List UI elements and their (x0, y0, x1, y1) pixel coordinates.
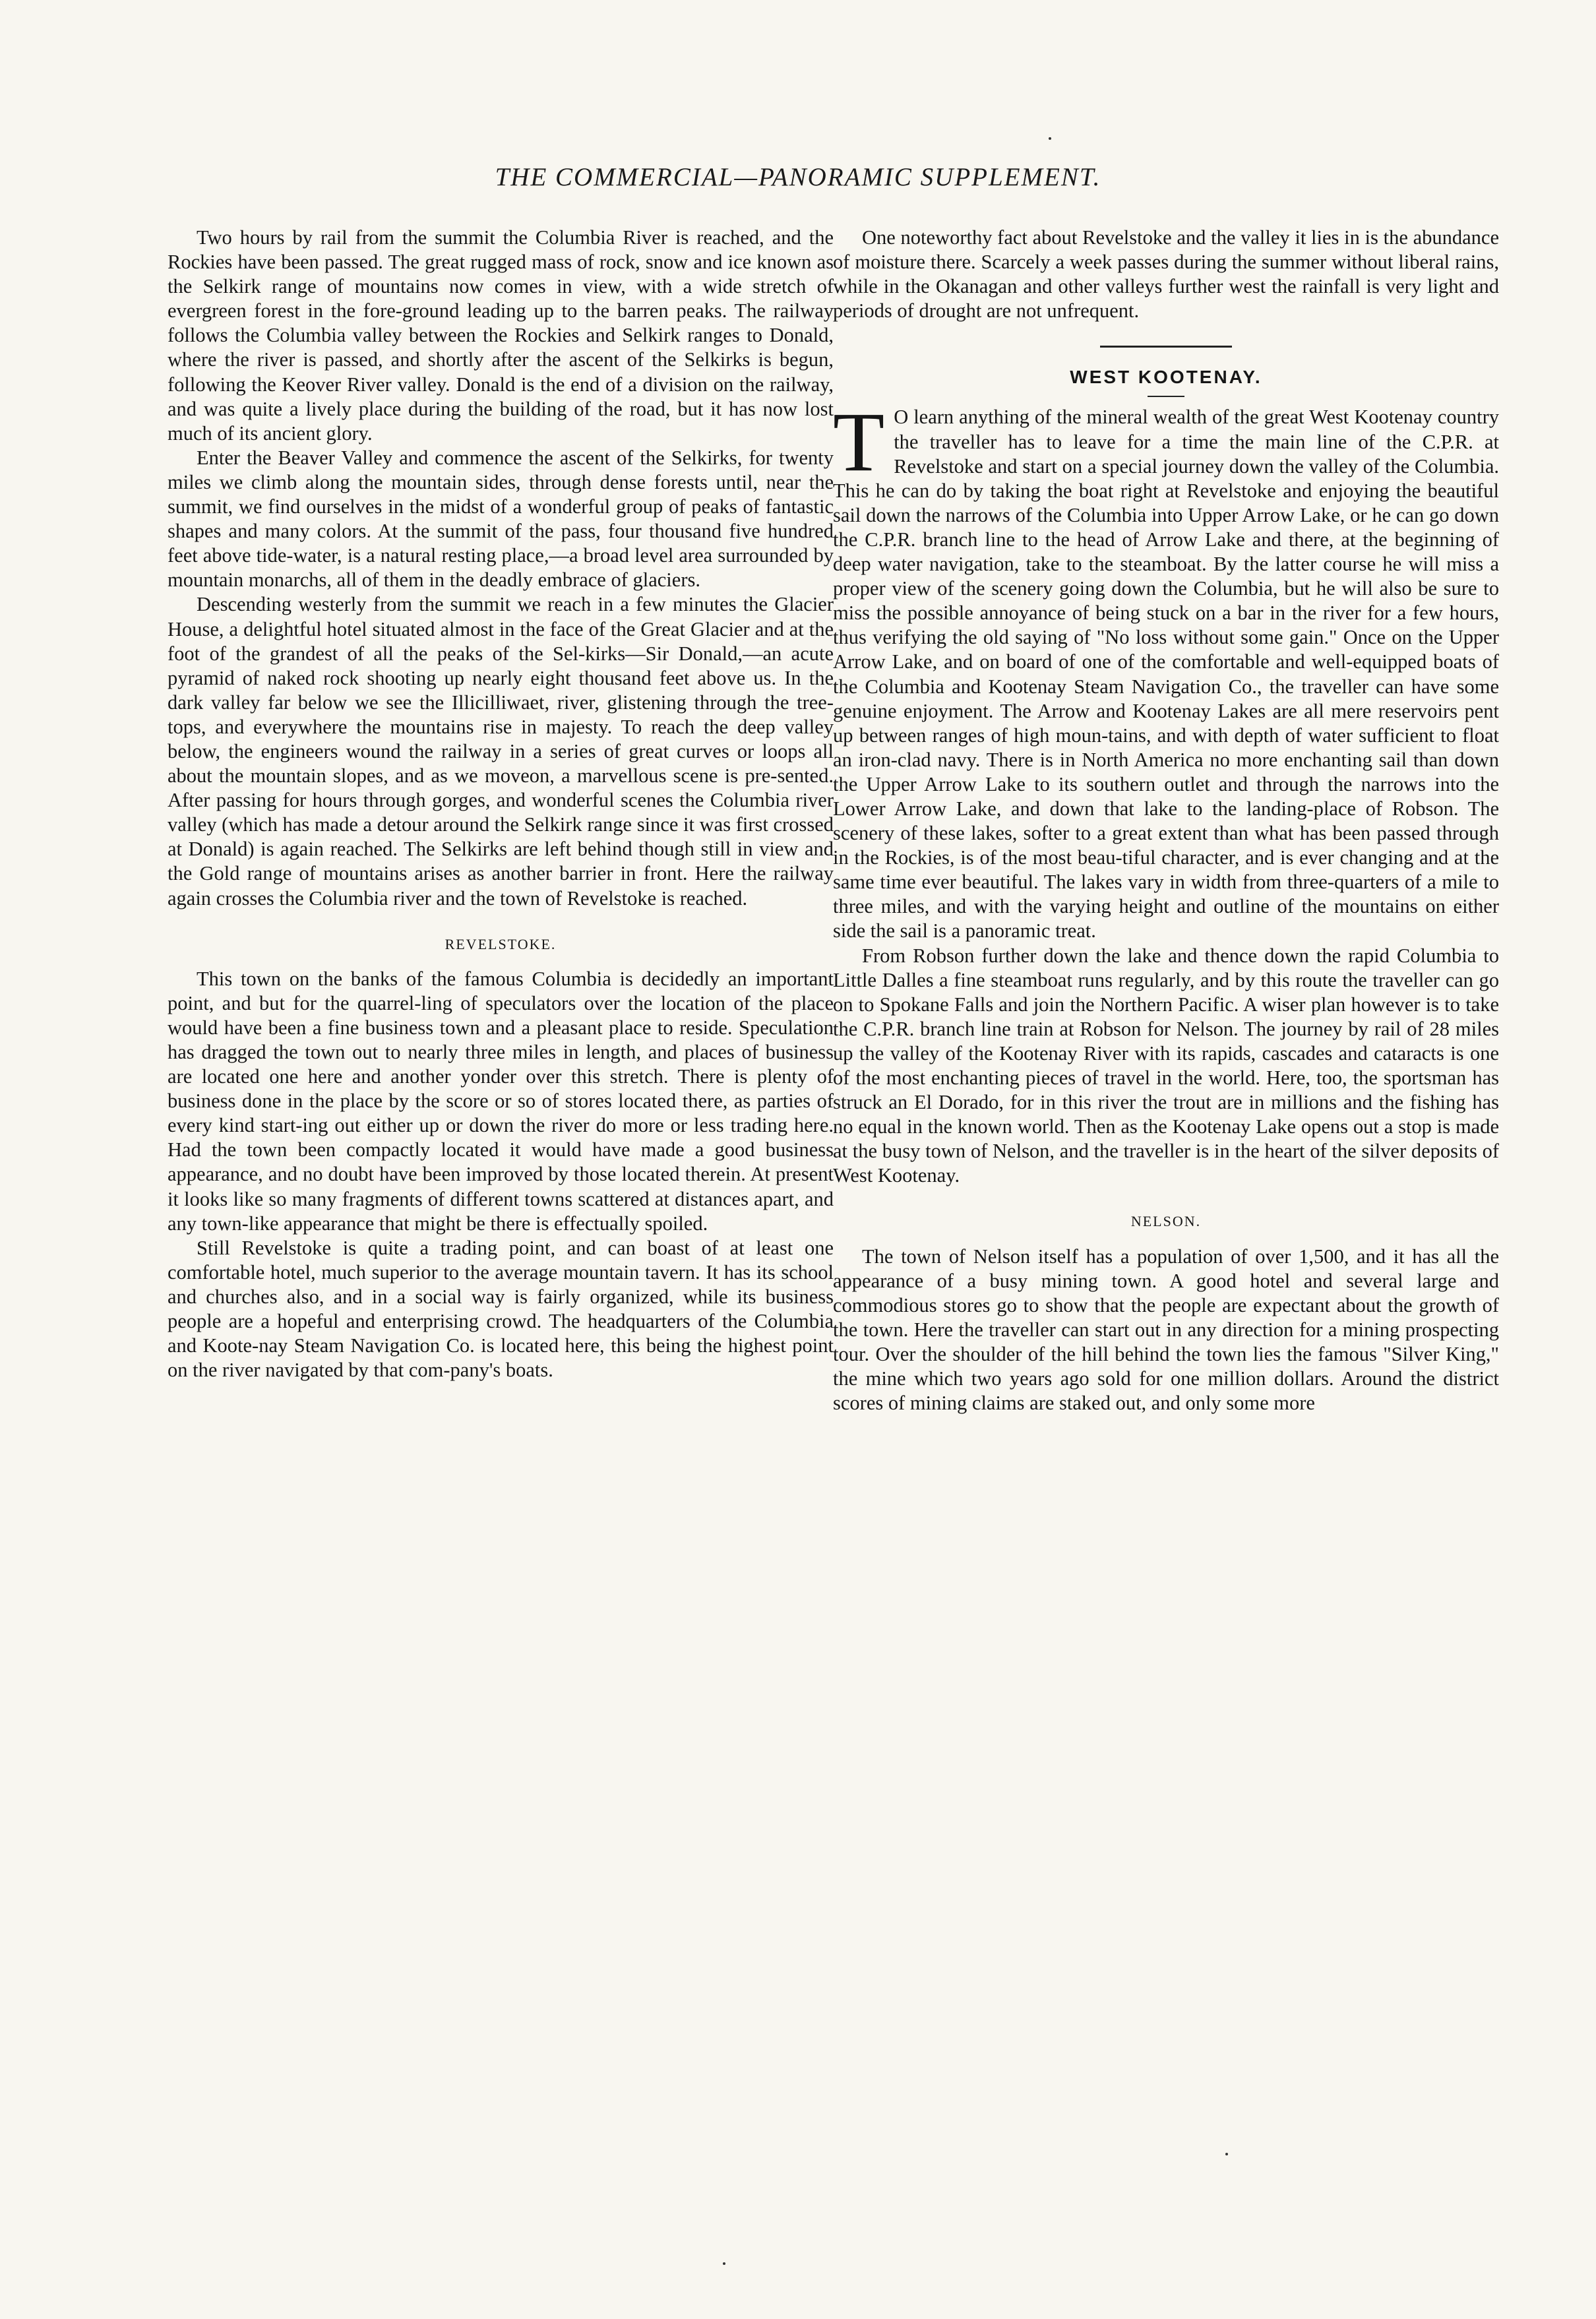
paragraph: Still Revelstoke is quite a trading point, and can boast of at least one comfortable hotel, much superior to the average mountain tavern. It has its school and churches also, and in a social way is fairly organized, while its business people are a hopeful and enterprising crowd. The headquarters of the Columbia and Koote-nay Steam Navigation Co. is located here, this being the highest point on the river navigated by that com-pany's boats. (168, 1236, 834, 1382)
paragraph: The town of Nelson itself has a population of over 1,500, and it has all the appearance of a busy mining town. A good hotel and several large and commodious stores go to show that the people are expectant about the growth of the town. Here the traveller can start out in any direction for a mining prospecting tour. Over the shoulder of the hill behind the town lies the famous "Silver King," the mine which two years ago sold for one million dollars. Around the district scores of mining claims are staked out, and only some more (833, 1245, 1499, 1415)
subheading-revelstoke: REVELSTOKE. (445, 935, 557, 952)
print-speck (1049, 137, 1051, 140)
paragraph: From Robson further down the lake and thence down the rapid Columbia to Little Dalles a fine steamboat runs regularly, and by this route the traveller can go on to Spokane Falls and join the Northern Pacific. A wiser plan however is to take the C.P.R. branch line train at Robson for Nelson. The journey by rail of 28 miles up the valley of the Kootenay River with its rapids, cascades and cataracts is one of the most enchanting pieces of travel in the world. Here, too, the sportsman has struck an El Dorado, for in this river the trout are in millions and the fishing has no equal in the known world. Then as the Kootenay Lake opens out a stop is made at the busy town of Nelson, and the traveller is in the heart of the silver deposits of West Kootenay. (833, 944, 1499, 1187)
title-underline (1148, 396, 1184, 397)
paragraph: This town on the banks of the famous Columbia is decidedly an important point, and but for the quarrel-ling of speculators over the location of the place would have been a fine business town and a pleasant place to reside. Speculation has dragged the town out to nearly three miles in length, and places of business are located one here and another yonder over this stretch. There is plenty of business done in the place by the score or so of stores located there, as parties of every kind start-ing out either up or down the river do more or less trading here. Had the town been compactly located it would have made a good business appearance, and no doubt have been improved by those located therein. At present it looks like so many fragments of different towns scattered at distances apart, and any town-like appearance that might be there is effectually spoiled. (168, 967, 834, 1235)
paragraph: One noteworthy fact about Revelstoke and the valley it lies in is the abundance of moisture there. Scarcely a week passes during the summer without liberal rains, while in the Okanagan and other valleys further west the rainfall is very light and periods of drought are not unfrequent. (833, 226, 1499, 323)
section-title-west-kootenay: WEST KOOTENAY. (1070, 367, 1262, 388)
paragraph: Enter the Beaver Valley and commence the ascent of the Selkirks, for twenty miles we climb along the mountain sides, through dense forests until, near the summit, we find ourselves in the midst of a wonderful group of peaks of fantastic shapes and many colors. At the summit of the pass, four thousand five hundred feet above tide-water, is a natural resting place,—a broad level area surrounded by mountain monarchs, all of them in the deadly embrace of glaciers. (168, 446, 834, 592)
print-speck (723, 2262, 725, 2265)
subheading-nelson: NELSON. (1130, 1213, 1202, 1230)
first-paragraph (833, 395, 1499, 943)
paragraph: Two hours by rail from the summit the Columbia River is reached, and the Rockies have been passed. The great rugged mass of rock, snow and ice known as the Selkirk range of mountains now comes in view, with a wide stretch of evergreen forest in the fore-ground leading up to the barren peaks. The railway follows the Columbia valley between the Rockies and Selkirk ranges to Donald, where the river is passed, and shortly after the ascent of the Selkirks is begun, following the Keover River valley. Donald is the end of a division on the railway, and was quite a lively place during the building of the road, but it has now lost much of its ancient glory. (168, 226, 834, 445)
section-divider (1100, 346, 1232, 348)
first-paragraph-text: O learn anything of the mineral wealth of the great West Kootenay country the traveller has to leave for a time the main line of the C.P.R. at Revelstoke and start on a special journey down the valley of the Columbia. This he can do by taking the boat right at Revelstoke and enjoying the beautiful sail down the narrows of the Columbia into Upper Arrow Lake, or he can go down the C.P.R. branch line to the head of Arrow Lake and there, at the beginning of deep water navigation, take to the steamboat. By the latter course he will miss a proper view of the scenery going down the Columbia, but he will also be sure to miss the possible annoyance of being stuck on a bar in the river for a few hours, thus verifying the old saying of "No loss without some gain." Once on the Upper Arrow Lake, and on board of one of the comfortable and well-equipped boats of the Columbia and Kootenay Steam Navigation Co., the traveller can have some genuine enjoyment. The Arrow and Kootenay Lakes are all mere reservoirs pent up between ranges of high moun-tains, and with depth of water sufficient to float an iron-clad navy. There is in North America no more enchanting sail than down the Upper Arrow Lake to its southern outlet and through the narrows into the Lower Arrow Lake, and down that lake to the landing-place of Robson. The scenery of these lakes, softer to a great extent than what has been passed through in the Rockies, is of the most beau-tiful character, and is ever changing and at the same time ever beautiful. The lakes vary in width from three-quarters of a mile to three miles, and with the varying height and outline of the mountains on either side the sail is a panoramic treat. (833, 406, 1499, 943)
print-speck (1225, 2153, 1228, 2155)
page-header: THE COMMERCIAL—PANORAMIC SUPPLEMENT. (495, 163, 1101, 191)
drop-cap: T (833, 395, 885, 489)
right-column (833, 226, 1499, 1415)
paragraph: Descending westerly from the summit we reach in a few minutes the Glacier House, a delightful hotel situated almost in the face of the Great Glacier and at the foot of the grandest of all the peaks of the Sel-kirks—Sir Donald,—an acute pyramid of naked rock shooting up nearly eight thousand feet above us. In the dark valley far below we see the Illicilliwaet, river, glistening through the tree-tops, and everywhere the mountains rise in majesty. To reach the deep valley below, the engineers wound the railway in a series of great curves or loops all about the mountain slopes, and as we moveon, a marvellous scene is pre-sented. After passing for hours through gorges, and wonderful scenes the Columbia river valley (which has made a detour around the Selkirk range since it was first crossed at Donald) is again reached. The Selkirks are left behind though still in view and the Gold range of mountains arises as another barrier in front. Here the railway again crosses the Columbia river and the town of Revelstoke is reached. (168, 593, 834, 910)
left-column (168, 226, 834, 1382)
